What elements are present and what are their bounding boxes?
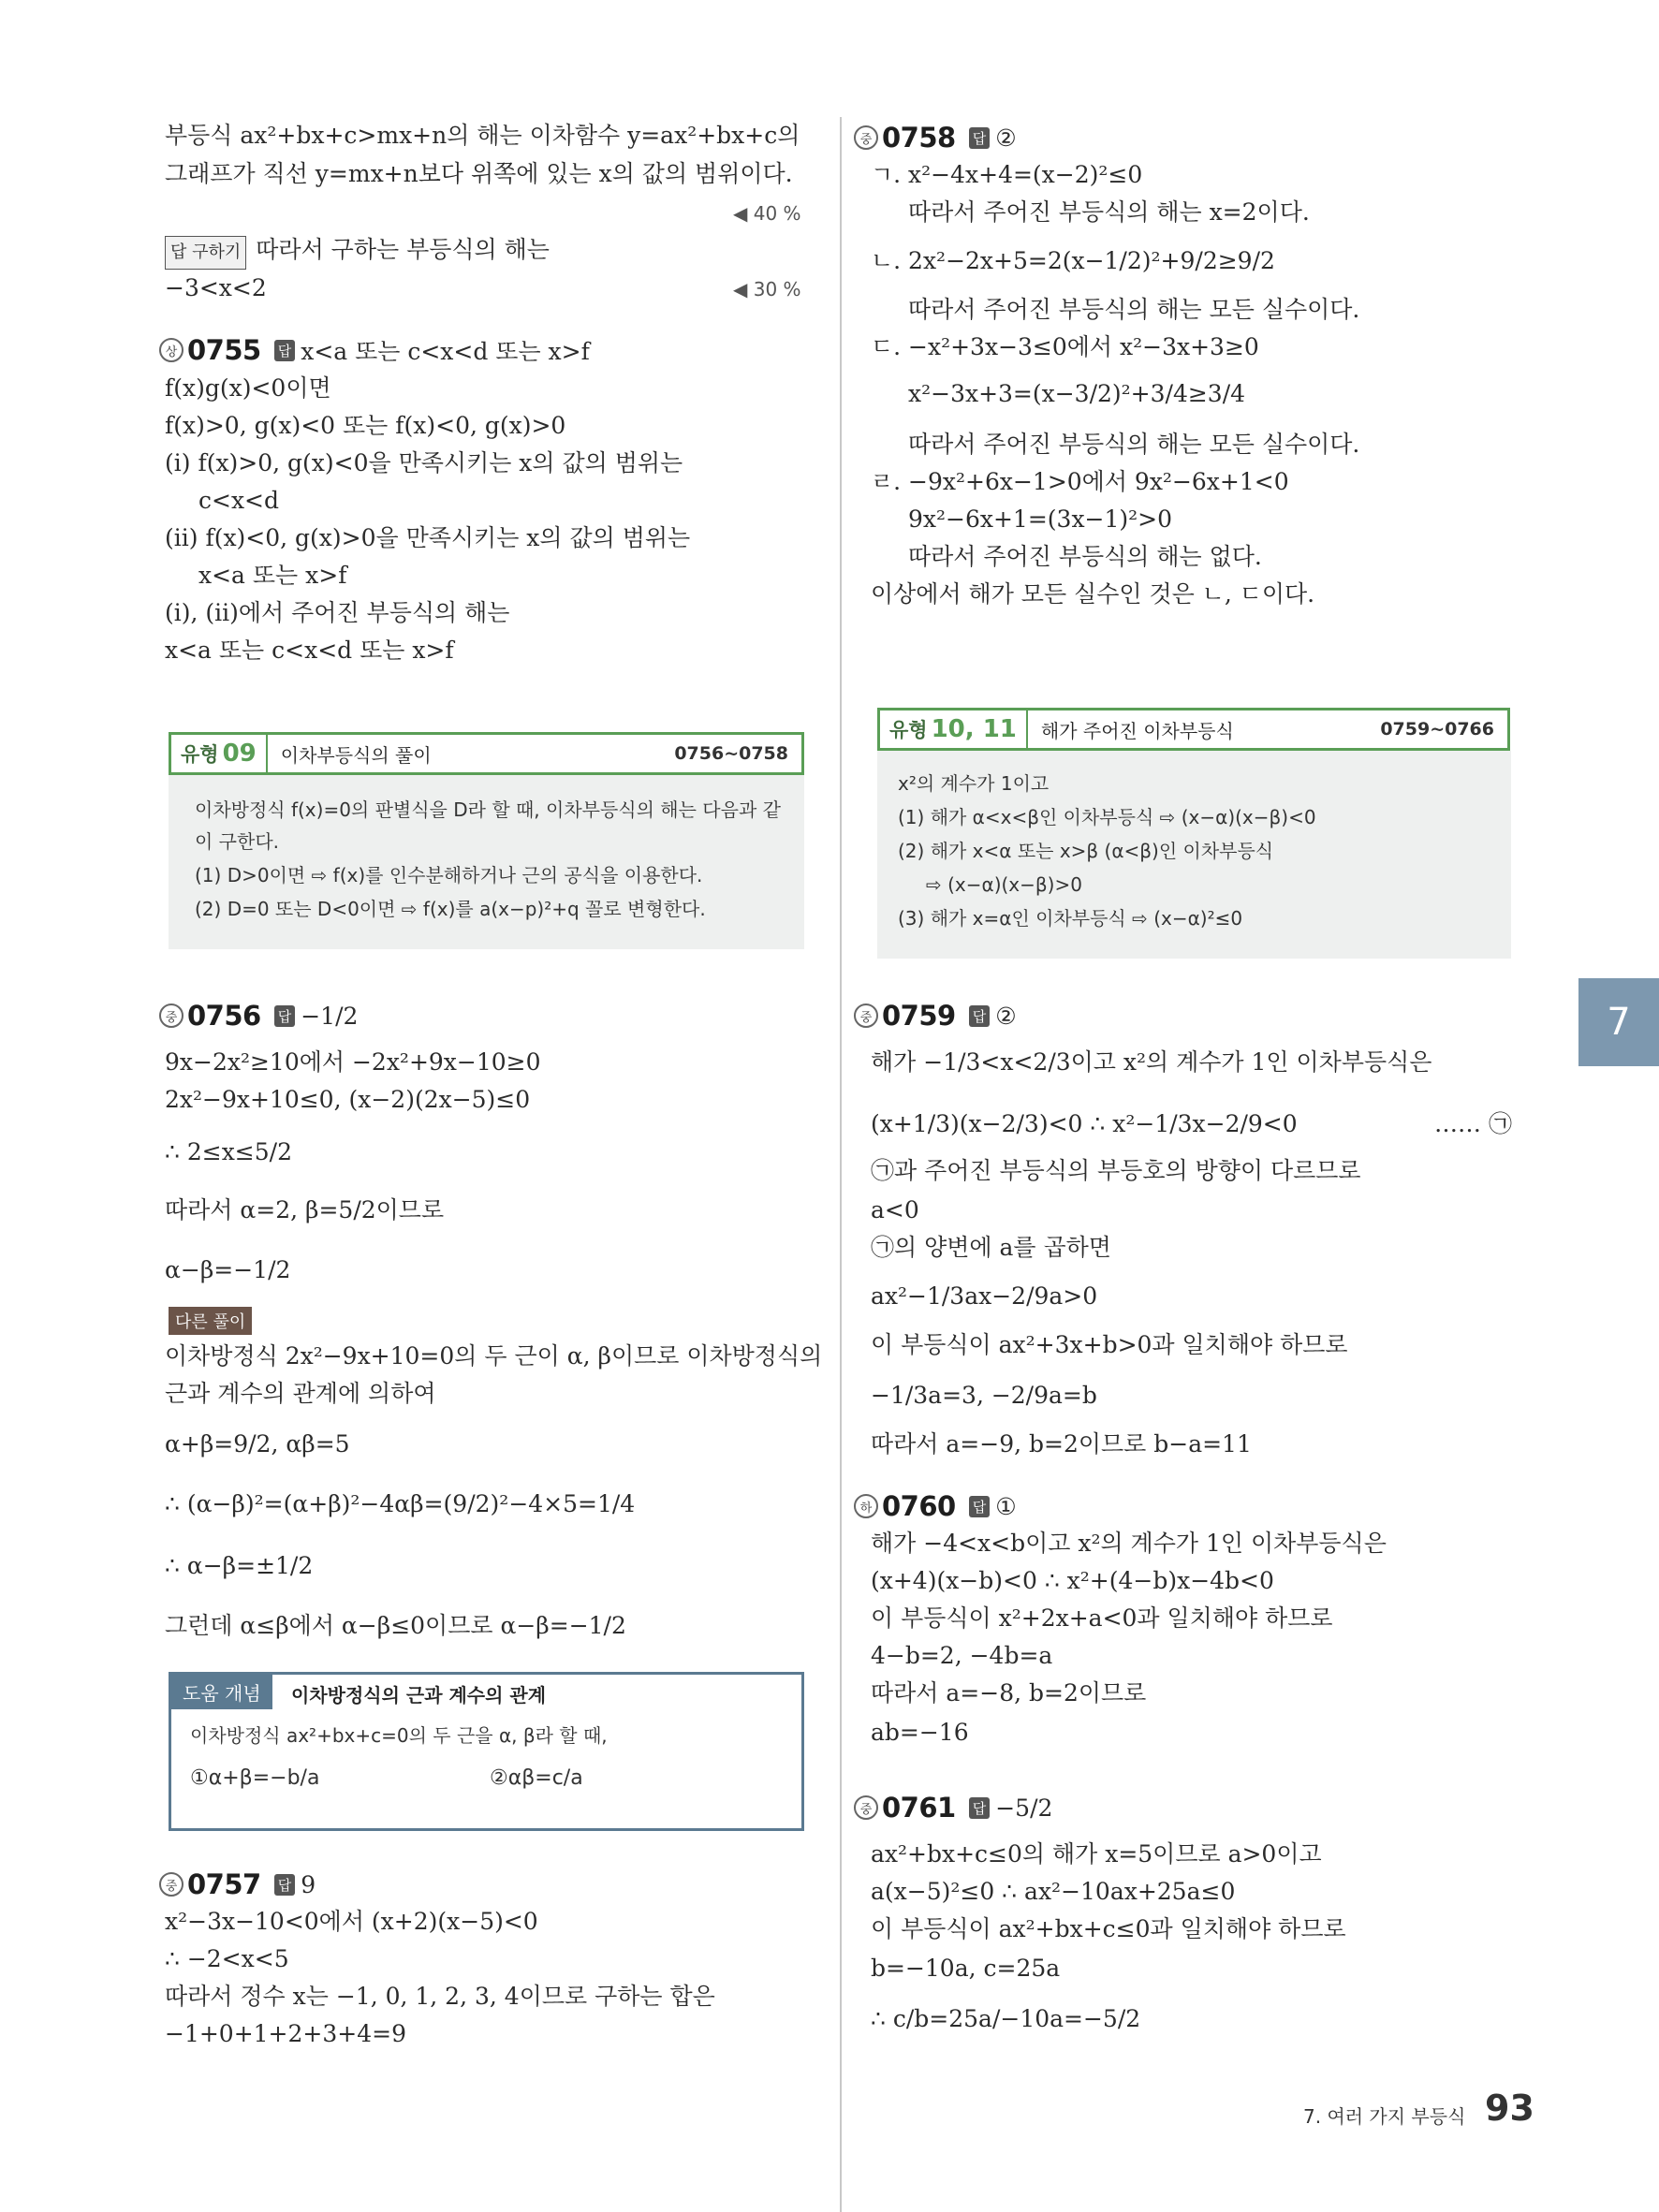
q0761-line: ∴ c/b=25a/−10a=−5/2 [871, 2005, 1141, 2032]
question-0759-header [854, 1000, 1017, 1032]
q0756-alt-line: 이차방정식 2x²−9x+10=0의 두 근이 α, β이므로 이차방정식의 [165, 1342, 823, 1370]
question-number: 0757 [187, 1868, 261, 1900]
q0755-line: (i) f(x)>0, g(x)<0을 만족시키는 x의 값의 범위는 [165, 449, 683, 476]
q0758-line: 9x²−6x+1=(3x−1)²>0 [908, 505, 1173, 533]
difficulty-badge: 중 [159, 1003, 184, 1028]
q0761-line: a(x−5)²≤0 ∴ ax²−10ax+25a≤0 [871, 1878, 1236, 1905]
q0759-line: 해가 −1/3<x<2/3이고 x²의 계수가 1인 이차부등식은 [871, 1048, 1432, 1076]
q0756-line: 2x²−9x+10≤0, (x−2)(2x−5)≤0 [165, 1086, 531, 1113]
difficulty-badge: 중 [854, 125, 878, 150]
question-0755-header [159, 333, 590, 367]
help-concept-box [169, 1672, 804, 1831]
q0761-line: b=−10a, c=25a [871, 1955, 1061, 1982]
answer-badge: 답 [969, 1797, 991, 1819]
q0760-line: 따라서 a=−8, b=2이므로 [871, 1679, 1147, 1707]
type-10-body [877, 751, 1511, 959]
q0758-line: ㄷ. −x²+3x−3≤0에서 x²−3x+3≥0 [871, 333, 1259, 360]
answer-badge: 답 [274, 1874, 296, 1896]
difficulty-badge: 상 [159, 338, 184, 362]
type-10-line: (2) 해가 x<α 또는 x>β (α<β)인 이차부등식 [898, 840, 1274, 862]
type-09-line: 이차방정식 f(x)=0의 판별식을 D라 할 때, 이차부등식의 해는 다음과 같 [195, 798, 781, 821]
type-10-line: x²의 계수가 1이고 [898, 772, 1050, 795]
intro-line-2: 그래프가 직선 y=mx+n보다 위쪽에 있는 x의 값의 범위이다. [165, 160, 793, 187]
q0756-line: ∴ 2≤x≤5/2 [165, 1138, 292, 1165]
answer-badge: 답 [969, 127, 991, 149]
q0756-line: α−β=−1/2 [165, 1256, 291, 1283]
question-answer: −5/2 [995, 1794, 1053, 1822]
q0755-line: (i), (ii)에서 주어진 부등식의 해는 [165, 599, 510, 626]
question-answer: −1/2 [301, 1002, 359, 1030]
q0758-line: 이상에서 해가 모든 실수인 것은 ㄴ, ㄷ이다. [871, 580, 1315, 608]
answer-step-text: 따라서 구하는 부등식의 해는 [256, 236, 550, 263]
type-10-line: (1) 해가 α<x<β인 이차부등식 ⇨ (x−α)(x−β)<0 [898, 806, 1316, 828]
answer-badge: 답 [969, 1496, 991, 1517]
type-09-line: (1) D>0이면 ⇨ f(x)를 인수분해하거나 근의 공식을 이용한다. [195, 864, 703, 886]
equation-marker: …… ㉠ [1434, 1110, 1512, 1137]
q0756-line: 9x−2x²≥10에서 −2x²+9x−10≥0 [165, 1048, 541, 1076]
answer-badge: 답 [969, 1005, 991, 1027]
type-09-header [169, 732, 804, 775]
type-number: 10, 11 [931, 715, 1017, 743]
q0759-line: −1/3a=3, −2/9a=b [871, 1382, 1097, 1409]
q0758-line: 따라서 주어진 부등식의 해는 x=2이다. [908, 198, 1310, 226]
question-number: 0758 [882, 122, 956, 154]
q0756-alt-line: α+β=9/2, αβ=5 [165, 1430, 350, 1458]
question-number: 0759 [882, 1000, 956, 1032]
question-number: 0761 [882, 1792, 956, 1824]
answer-step-result: −3<x<2 [165, 274, 267, 301]
question-answer: ② [995, 1002, 1017, 1030]
question-number: 0756 [187, 1000, 261, 1032]
score-percent-1: ◀ 40 % [733, 202, 801, 225]
q0760-line: 이 부등식이 x²+2x+a<0과 일치해야 하므로 [871, 1604, 1333, 1632]
footer-chapter-title: 7. 여러 가지 부등식 [1303, 2105, 1466, 2128]
q0755-line: x<a 또는 x>f [198, 562, 347, 589]
type-10-line: (3) 해가 x=α인 이차부등식 ⇨ (x−α)²≤0 [898, 907, 1243, 930]
page-number: 93 [1485, 2087, 1534, 2129]
help-concept-line: 이차방정식 ax²+bx+c=0의 두 근을 α, β라 할 때, [190, 1724, 608, 1747]
q0758-line: ㄱ. x²−4x+4=(x−2)²≤0 [871, 161, 1143, 188]
q0760-line: (x+4)(x−b)<0 ∴ x²+(4−b)x−4b<0 [871, 1567, 1274, 1594]
chapter-tab: 7 [1578, 978, 1659, 1066]
q0755-line: x<a 또는 c<x<d 또는 x>f [165, 637, 454, 664]
question-answer: ② [995, 124, 1017, 152]
q0761-line: ax²+bx+c≤0의 해가 x=5이므로 a>0이고 [871, 1840, 1322, 1868]
type-title: 이차부등식의 풀이 [280, 743, 432, 767]
question-answer: x<a 또는 c<x<d 또는 x>f [301, 338, 590, 365]
q0755-line: f(x)g(x)<0이면 [165, 374, 331, 402]
difficulty-badge: 중 [854, 1003, 878, 1028]
answer-step [165, 234, 550, 270]
q0760-line: 4−b=2, −4b=a [871, 1642, 1053, 1669]
type-range: 0756~0758 [674, 743, 788, 764]
help-formula-2: ②αβ=c/a [490, 1766, 583, 1790]
q0759-line: ax²−1/3ax−2/9a>0 [871, 1282, 1098, 1310]
q0758-line: 따라서 주어진 부등식의 해는 모든 실수이다. [908, 296, 1360, 323]
difficulty-badge: 하 [854, 1494, 878, 1518]
type-title: 해가 주어진 이차부등식 [1040, 719, 1234, 742]
q0757-line: ∴ −2<x<5 [165, 1945, 289, 1972]
answer-badge: 답 [274, 1005, 296, 1027]
question-0761-header [854, 1792, 1052, 1824]
q0760-line: 해가 −4<x<b이고 x²의 계수가 1인 이차부등식은 [871, 1530, 1387, 1557]
type-label: 유형 10, 11 [880, 710, 1028, 748]
question-0760-header [854, 1490, 1017, 1522]
q0758-line: x²−3x+3=(x−3/2)²+3/4≥3/4 [908, 380, 1246, 407]
column-divider [840, 117, 842, 2212]
type-09-line: 이 구한다. [195, 830, 279, 853]
q0758-line: ㄴ. 2x²−2x+5=2(x−1/2)²+9/2≥9/2 [871, 247, 1275, 274]
q0758-line: 따라서 주어진 부등식의 해는 모든 실수이다. [908, 431, 1360, 458]
difficulty-badge: 중 [854, 1795, 878, 1820]
q0758-line: ㄹ. −9x²+6x−1>0에서 9x²−6x+1<0 [871, 468, 1289, 495]
q0759-line: ㉠의 양변에 a를 곱하면 [871, 1234, 1111, 1261]
intro-line-1: 부등식 ax²+bx+c>mx+n의 해는 이차함수 y=ax²+bx+c의 [165, 122, 800, 149]
question-0758-header [854, 122, 1017, 154]
alt-solution-tag: 다른 풀이 [169, 1307, 252, 1335]
q0756-alt-line: 근과 계수의 관계에 의하여 [165, 1380, 436, 1407]
question-number: 0755 [187, 334, 261, 366]
help-concept-title: 이차방정식의 근과 계수의 관계 [291, 1684, 547, 1707]
help-concept-tag: 도움 개념 [171, 1675, 272, 1709]
q0756-alt-line: ∴ α−β=±1/2 [165, 1552, 314, 1579]
type-10-line: ⇨ (x−α)(x−β)>0 [926, 873, 1082, 896]
q0756-alt-line: 그런데 α≤β에서 α−β≤0이므로 α−β=−1/2 [165, 1612, 626, 1639]
q0759-line: (x+1/3)(x−2/3)<0 ∴ x²−1/3x−2/9<0 [871, 1110, 1298, 1137]
question-answer: ① [995, 1492, 1017, 1520]
q0759-line: 이 부등식이 ax²+3x+b>0과 일치해야 하므로 [871, 1331, 1348, 1358]
q0755-line: f(x)>0, g(x)<0 또는 f(x)<0, g(x)>0 [165, 412, 566, 439]
q0761-line: 이 부등식이 ax²+bx+c≤0과 일치해야 하므로 [871, 1915, 1346, 1942]
question-0757-header [159, 1868, 316, 1900]
q0758-line: 따라서 주어진 부등식의 해는 없다. [908, 543, 1262, 570]
question-number: 0760 [882, 1490, 956, 1522]
type-10-header [877, 708, 1510, 751]
type-09-line: (2) D=0 또는 D<0이면 ⇨ f(x)를 a(x−p)²+q 꼴로 변형한다. [195, 898, 706, 920]
q0755-line: c<x<d [198, 487, 279, 514]
q0759-line: 따라서 a=−9, b=2이므로 b−a=11 [871, 1430, 1252, 1458]
help-formula-1: ①α+β=−b/a [190, 1766, 320, 1790]
q0756-line: 따라서 α=2, β=5/2이므로 [165, 1196, 445, 1223]
type-09-body [169, 775, 804, 949]
answer-badge: 답 [274, 340, 296, 361]
q0757-line: 따라서 정수 x는 −1, 0, 1, 2, 3, 4이므로 구하는 합은 [165, 1983, 715, 2010]
q0755-line: (ii) f(x)<0, g(x)>0을 만족시키는 x의 값의 범위는 [165, 524, 691, 551]
type-range: 0759~0766 [1380, 719, 1494, 740]
type-number: 09 [222, 740, 257, 768]
q0757-line: x²−3x−10<0에서 (x+2)(x−5)<0 [165, 1908, 538, 1935]
type-label: 유형 09 [171, 735, 268, 772]
q0757-line: −1+0+1+2+3+4=9 [165, 2020, 406, 2047]
question-0756-header [159, 1000, 358, 1032]
q0760-line: ab=−16 [871, 1719, 969, 1746]
difficulty-badge: 중 [159, 1872, 184, 1897]
question-answer: 9 [301, 1870, 316, 1898]
score-percent-2: ◀ 30 % [733, 278, 801, 300]
q0756-alt-line: ∴ (α−β)²=(α+β)²−4αβ=(9/2)²−4×5=1/4 [165, 1490, 636, 1517]
q0759-line: a<0 [871, 1196, 919, 1223]
answer-step-tag: 답 구하기 [165, 236, 246, 270]
q0759-line: ㉠과 주어진 부등식의 부등호의 방향이 다르므로 [871, 1157, 1361, 1184]
